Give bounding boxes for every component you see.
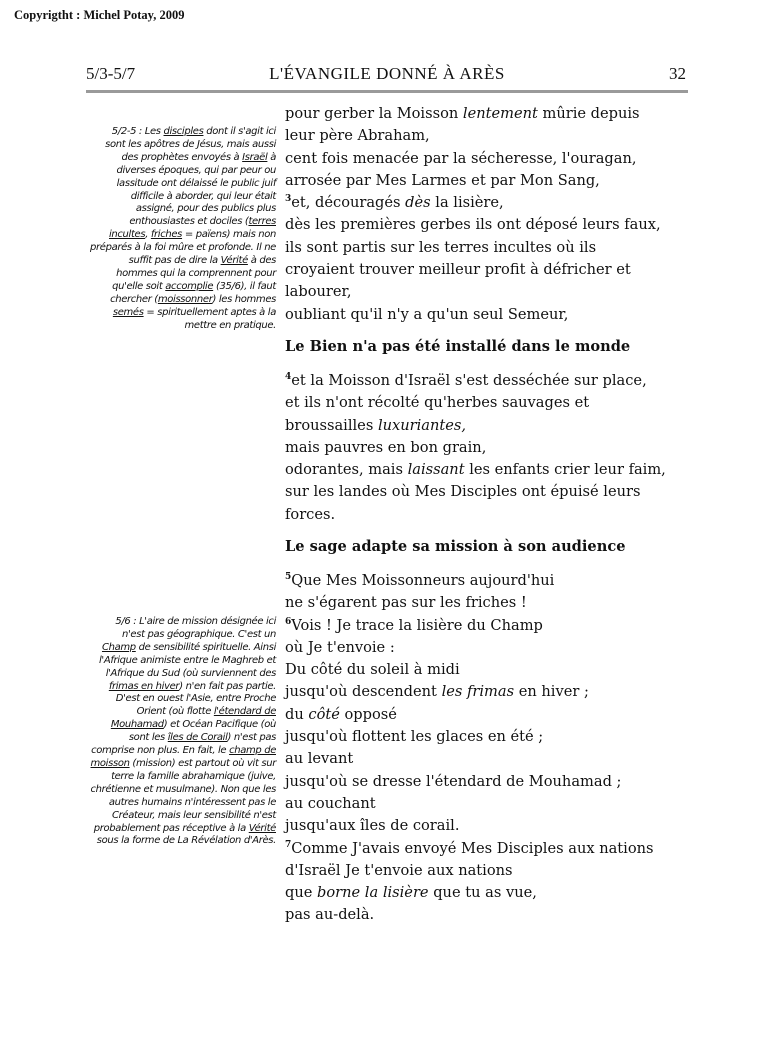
verse-text: la lisière, xyxy=(430,194,504,212)
note-text: ) n'est pas comprise non plus. En fait, le xyxy=(91,732,276,757)
verse-text: ils sont partis sur les terres incultes où ils xyxy=(285,238,597,256)
underlined-term: disciples xyxy=(163,126,204,137)
verse-line xyxy=(285,681,685,703)
book-title: L'ÉVANGILE DONNÉ À ARÈS xyxy=(269,64,505,83)
verse-text: labourer, xyxy=(285,283,352,301)
verse-number: 3 xyxy=(285,194,292,205)
verse-text: oubliant qu'il n'y a qu'un seul Semeur, xyxy=(285,305,569,323)
verse-text: les enfants crier leur faim, xyxy=(464,461,666,479)
verse-line xyxy=(285,838,685,860)
verse-text: Du côté du soleil à midi xyxy=(285,661,460,679)
verse-line xyxy=(285,437,685,459)
verse-text: croyaient trouver meilleur profit à défricher et xyxy=(285,261,631,279)
verse-line xyxy=(285,103,685,125)
underlined-term: friches xyxy=(150,229,183,241)
emphasis-text: les frimas xyxy=(441,683,515,701)
verse-text: jusqu'où flottent les glaces en été ; xyxy=(285,728,544,746)
verse-number: 7 xyxy=(285,839,292,850)
page-number: 32 xyxy=(669,64,686,83)
verse-line xyxy=(285,659,685,681)
note-text: de sensibilité spirituelle. Ainsi l'Afrique animiste entre le Maghreb et l'Afrique du Sud (où surviennent des xyxy=(99,641,276,679)
verse-text: jusqu'aux îles de corail. xyxy=(285,817,460,835)
verse-number: 6 xyxy=(285,616,292,627)
underlined-term: champ de moisson xyxy=(90,745,276,769)
note-text: ) les hommes xyxy=(212,293,276,305)
verse-number: 5 xyxy=(285,572,292,583)
underlined-term: terres incultes xyxy=(108,216,276,241)
verse-line xyxy=(285,704,685,726)
verse-reference: 5/3-5/7 xyxy=(86,64,136,83)
verse-text: odorantes, mais xyxy=(285,461,408,479)
verse-line xyxy=(285,860,685,882)
verse-line xyxy=(285,370,685,392)
verse-line xyxy=(285,259,685,281)
verse-text: au levant xyxy=(285,750,354,768)
verse-line xyxy=(285,504,685,526)
note-text: 5/2-5 : Les xyxy=(111,126,164,137)
note-text: = spirituellement aptes à la mettre en pratique. xyxy=(143,306,276,331)
verse-text: forces. xyxy=(285,505,336,523)
note-text: à des hommes qui la comprennent pour qu'elle soit xyxy=(112,255,276,292)
verse-text: Que Mes Moissonneurs aujourd'hui xyxy=(291,572,555,589)
verse-line xyxy=(285,570,685,592)
verse-line xyxy=(285,170,685,192)
verse-line xyxy=(285,904,685,926)
verse-text: pas au-delà. xyxy=(285,906,375,924)
emphasis-text: laissant xyxy=(407,461,465,479)
verse-line xyxy=(285,459,685,481)
verse-line xyxy=(285,793,685,815)
note-text: (35/6), il faut chercher ( xyxy=(110,280,276,305)
verse-block-1 xyxy=(285,103,685,326)
note-text: ) et Océan Pacifique (où sont les xyxy=(128,719,276,744)
section-heading-1: Le Bien n'a pas été installé dans le monde xyxy=(285,338,631,355)
verse-line xyxy=(285,637,685,659)
underlined-term: l'étendard de Mouhamad xyxy=(110,706,276,731)
underlined-term: Vérité xyxy=(220,255,248,267)
verse-text: opposé xyxy=(339,705,397,723)
underlined-term: frimas en hiver xyxy=(108,680,180,692)
margin-note-2 xyxy=(90,616,276,848)
emphasis-text: lentement xyxy=(462,105,538,122)
verse-text: que tu as vue, xyxy=(428,884,537,902)
verse-text: et, découragés xyxy=(291,194,406,212)
page-header xyxy=(86,60,688,93)
note-text: = païens) mais non préparés à la foi mûre et profonde. Il ne suffit pas de dire la xyxy=(90,229,276,267)
verse-text: ne s'égarent pas sur les friches ! xyxy=(285,594,527,612)
verse-text: cent fois menacée par la sécheresse, l'ouragan, xyxy=(285,149,637,167)
emphasis-text: côté xyxy=(308,705,340,723)
verse-text: Comme J'avais envoyé Mes Disciples aux nations xyxy=(291,839,654,857)
verse-text: mais pauvres en bon grain, xyxy=(285,438,487,456)
verse-line xyxy=(285,882,685,904)
note-text: dont il s'agit ici sont les apôtres de Jésus, mais aussi des prophètes envoyés à xyxy=(105,126,276,163)
verse-text: au couchant xyxy=(285,794,376,812)
verse-text: en hiver ; xyxy=(514,683,589,701)
note-text: à diverses époques, qui par peur ou lassitude ont délaissé le public juif difficile à aborder, qui leur était assigné, pour des publics plus enthousiastes et dociles ( xyxy=(116,151,276,228)
verse-text: leur père Abraham, xyxy=(285,127,430,145)
verse-line xyxy=(285,748,685,770)
verse-line xyxy=(285,148,685,170)
verse-line xyxy=(285,392,685,414)
emphasis-text: dès xyxy=(405,194,431,212)
copyright-notice: Copyrigtht : Michel Potay, 2009 xyxy=(14,8,185,22)
verse-text: mûrie depuis xyxy=(537,105,640,122)
verse-line xyxy=(285,214,685,236)
verse-text: où Je t'envoie : xyxy=(285,638,395,656)
verse-line xyxy=(285,481,685,503)
verse-line xyxy=(285,237,685,259)
verse-text: Vois ! Je trace la lisière du Champ xyxy=(291,616,543,634)
verse-text: broussailles xyxy=(285,416,378,434)
verse-text: jusqu'où se dresse l'étendard de Mouhamad ; xyxy=(285,772,622,790)
verse-block-3 xyxy=(285,570,685,927)
underlined-term: semés xyxy=(112,306,144,318)
verse-line xyxy=(285,815,685,837)
emphasis-text: borne la lisière xyxy=(317,884,429,902)
verse-line xyxy=(285,281,685,303)
verse-line xyxy=(285,771,685,793)
verse-text: jusqu'où descendent xyxy=(285,683,442,701)
verse-text: et la Moisson d'Israël s'est desséchée sur place, xyxy=(291,372,647,389)
verse-number: 4 xyxy=(285,372,292,383)
underlined-term: Champ xyxy=(101,641,136,653)
underlined-term: moissonner xyxy=(157,293,213,305)
verse-line xyxy=(285,415,685,437)
verse-text: sur les landes où Mes Disciples ont épuisé leurs xyxy=(285,483,641,501)
verse-block-2 xyxy=(285,370,685,526)
verse-line xyxy=(285,125,685,147)
underlined-term: Israël xyxy=(242,151,268,163)
verse-line xyxy=(285,592,685,614)
verse-text: pour gerber la Moisson xyxy=(285,105,463,122)
verse-text: d'Israël Je t'envoie aux nations xyxy=(285,861,513,879)
note-text: ) n'en fait pas partie. D'est en ouest l'Asie, entre Proche Orient (où flotte xyxy=(115,680,276,718)
verse-text: dès les premières gerbes ils ont déposé leurs faux, xyxy=(285,216,661,234)
emphasis-text: luxuriantes, xyxy=(377,416,467,434)
verse-line xyxy=(285,726,685,748)
note-text: , xyxy=(145,229,151,241)
section-heading-2: Le sage adapte sa mission à son audience xyxy=(285,538,626,555)
verse-line xyxy=(285,304,685,326)
note-text: 5/6 : L'aire de mission désignée ici n'est pas géographique. C'est un xyxy=(115,616,276,640)
verse-text: que xyxy=(285,884,318,902)
note-text: (mission) est partout où vit sur terre la famille abrahamique (juive, chrétienne et musulmane). Non que les autres humains n'intéressent pas le Créateur, mais leur sensibilité n'est probablement pas réceptive à la xyxy=(90,757,276,834)
margin-note-1 xyxy=(90,126,276,333)
underlined-term: îles de Corail xyxy=(167,732,228,744)
verse-text: et ils n'ont récolté qu'herbes sauvages et xyxy=(285,394,590,412)
verse-line xyxy=(285,192,685,214)
note-text: sous la forme de La Révélation d'Arès. xyxy=(96,835,276,847)
underlined-term: Vérité xyxy=(248,822,276,834)
verse-line xyxy=(285,615,685,637)
underlined-term: accomplie xyxy=(165,280,214,292)
verse-text: du xyxy=(285,705,309,723)
verse-text: arrosée par Mes Larmes et par Mon Sang, xyxy=(285,171,600,189)
